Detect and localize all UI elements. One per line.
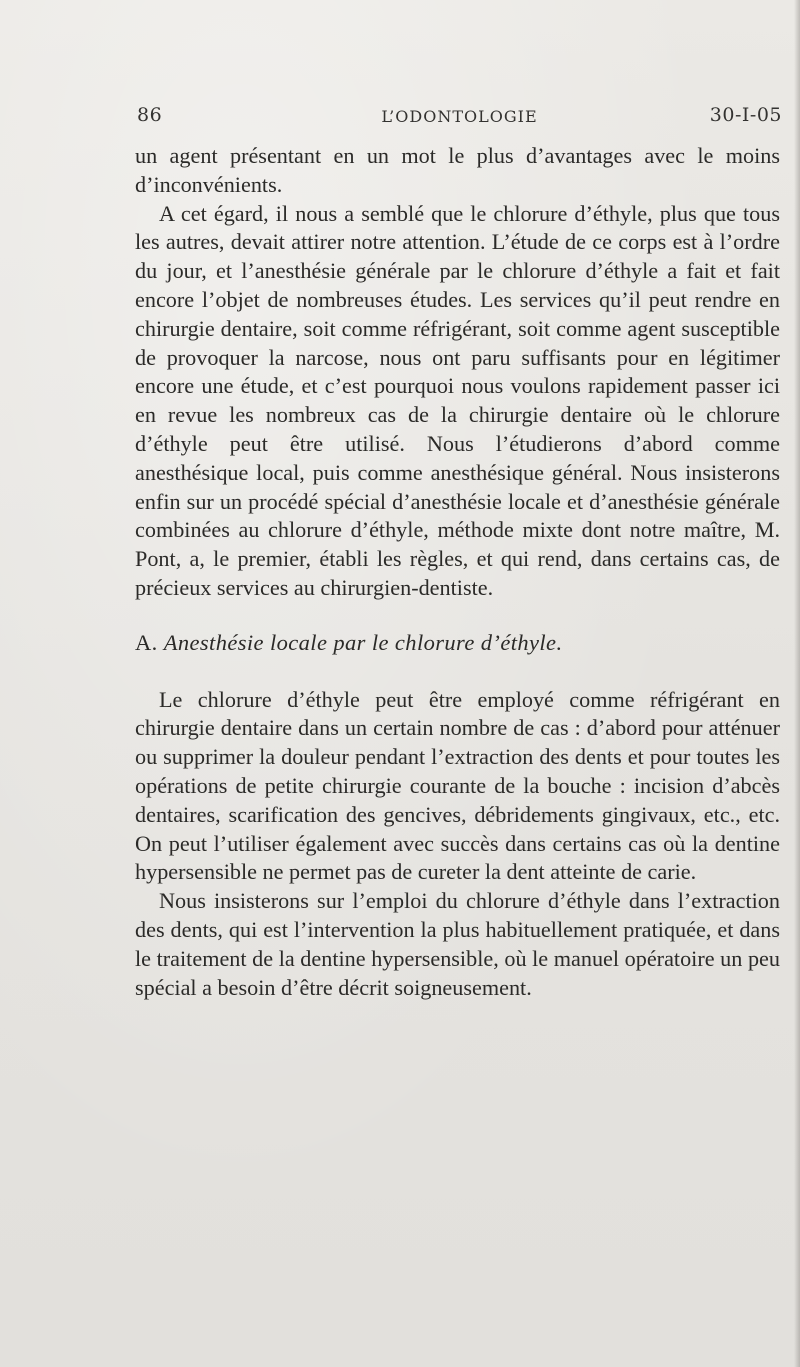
section-letter: A. [135,629,158,655]
paragraph-refrigerant: Le chlorure d’éthyle peut être employé comme réfrigérant en chirurgie dentaire dans un certain nombre de cas : d’abord pour atténuer ou supprimer la douleur pendant l’extraction des dents et pour toutes les opérations de petite chirurgie courante de la bouche : incision d’abcès dentaires, scarification des gencives, débridements gingivaux, etc., etc. On peut l’utiliser également avec succès dans certains cas où la dentine hypersensible ne permet pas de cureter la dent atteinte de carie. [135,686,780,885]
page-edge-shadow [794,0,800,1367]
section-title: Anesthésie locale par le chlorure d’éthyle. [163,629,563,655]
running-title: L’ODONTOLOGIE [381,107,538,126]
page-number: 86 [137,104,163,126]
issue-date: 30-I-05 [709,104,782,126]
section-heading [135,629,780,658]
paragraph-extraction: Nous insisterons sur l’emploi du chlorure d’éthyle dans l’extraction des dents, qui est l’intervention la plus habituellement pratiquée, et dans le traitement de la dentine hypersensible, où le manuel opératoire un peu spécial a besoin d’être décrit soigneusement. [135,888,780,1000]
body-text [135,142,780,1002]
page-header [137,104,782,134]
paragraph-intro: A cet égard, il nous a semblé que le chlorure d’éthyle, plus que tous les autres, devait attirer notre attention. L’étude de ce corps est à l’ordre du jour, et l’anesthésie générale par le chlorure d’éthyle a fait et fait encore l’objet de nombreuses études. Les services qu’il peut rendre en chirurgie dentaire, soit comme réfrigérant, soit comme agent susceptible de provoquer la narcose, nous ont paru suffisants pour en légitimer encore une étude, et c’est pourquoi nous voulons rapidement passer ici en revue les nombreux cas de la chirurgie dentaire où le chlorure d’éthyle peut être utilisé. Nous l’étudierons d’abord comme anesthésique local, puis comme anesthésique général. Nous insisterons enfin sur un procédé spécial d’anesthésie locale et d’anesthésie générale combinées au chlorure d’éthyle, méthode mixte dont notre maître, M. Pont, a, le premier, établi les règles, et qui rend, dans certains cas, de précieux services au chirurgien-dentiste. [135,200,780,600]
paragraph-continuation: un agent présentant en un mot le plus d’avantages avec le moins d’inconvénients. [135,143,780,197]
